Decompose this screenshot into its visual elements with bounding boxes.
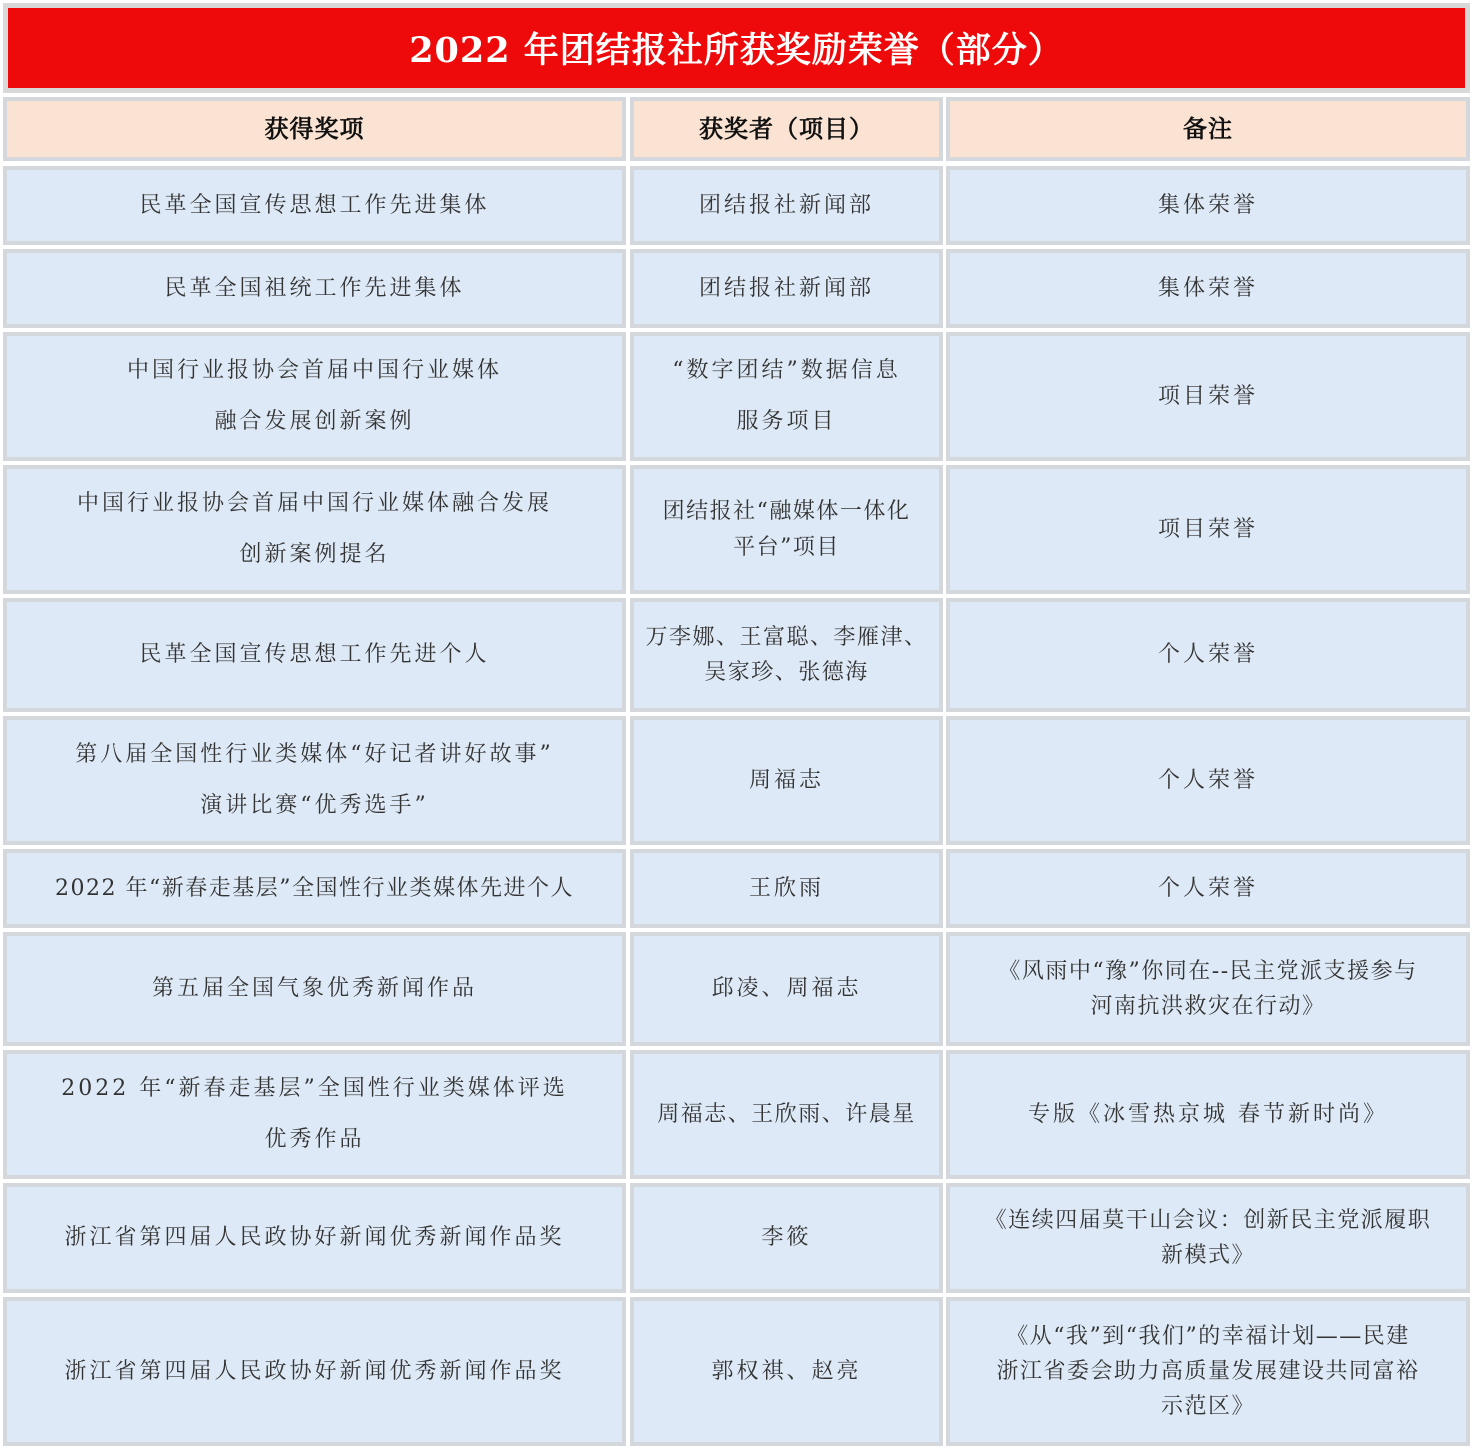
table-row-recipient: 团结报社“融媒体一体化 平台”项目 [630,465,943,594]
table-row-recipient: 郭权祺、赵亮 [630,1297,943,1446]
table-row-recipient: 周福志、王欣雨、许晨星 [630,1050,943,1179]
table-row-award: 2022 年“新春走基层”全国性行业类媒体评选 优秀作品 [3,1050,626,1179]
table-row-award: 民革全国祖统工作先进集体 [3,249,626,328]
table-row-note: 项目荣誉 [946,332,1470,461]
table-row-note: 个人荣誉 [946,849,1470,928]
table-row-award: 中国行业报协会首届中国行业媒体 融合发展创新案例 [3,332,626,461]
table-row-note: 项目荣誉 [946,465,1470,594]
table-row-note: 《风雨中“豫”你同在--民主党派支援参与 河南抗洪救灾在行动》 [946,932,1470,1046]
table-row-note: 个人荣誉 [946,598,1470,712]
table-row-note: 专版《冰雪热京城 春节新时尚》 [946,1050,1470,1179]
table-row-recipient: 周福志 [630,716,943,845]
table-row-note: 《从“我”到“我们”的幸福计划——民建 浙江省委会助力高质量发展建设共同富裕 示范区》 [946,1297,1470,1446]
table-row-recipient: 李筱 [630,1183,943,1293]
table-row-award: 民革全国宣传思想工作先进集体 [3,166,626,245]
table-row-recipient: 邱凌、周福志 [630,932,943,1046]
table-row-award: 中国行业报协会首届中国行业媒体融合发展 创新案例提名 [3,465,626,594]
table-row-award: 浙江省第四届人民政协好新闻优秀新闻作品奖 [3,1297,626,1446]
header-note: 备注 [946,97,1470,161]
table-row-recipient: 团结报社新闻部 [630,166,943,245]
table-row-note: 个人荣誉 [946,716,1470,845]
table-row-recipient: “数字团结”数据信息 服务项目 [630,332,943,461]
table-row-award: 2022 年“新春走基层”全国性行业类媒体先进个人 [3,849,626,928]
table-row-award: 第五届全国气象优秀新闻作品 [3,932,626,1046]
table-row-recipient: 团结报社新闻部 [630,249,943,328]
table-row-recipient: 万李娜、王富聪、李雁津、 吴家珍、张德海 [630,598,943,712]
table-row-recipient: 王欣雨 [630,849,943,928]
table-row-note: 集体荣誉 [946,166,1470,245]
table-row-note: 《连续四届莫干山会议：创新民主党派履职 新模式》 [946,1183,1470,1293]
header-award: 获得奖项 [3,97,626,161]
table-row-award: 民革全国宣传思想工作先进个人 [3,598,626,712]
table-title: 2022 年团结报社所获奖励荣誉（部分） [409,30,1064,71]
table-row-note: 集体荣誉 [946,249,1470,328]
table-title-bar [3,3,1470,93]
table-row-award: 第八届全国性行业类媒体“好记者讲好故事” 演讲比赛“优秀选手” [3,716,626,845]
header-recipient: 获奖者（项目） [630,97,943,161]
table-row-award: 浙江省第四届人民政协好新闻优秀新闻作品奖 [3,1183,626,1293]
